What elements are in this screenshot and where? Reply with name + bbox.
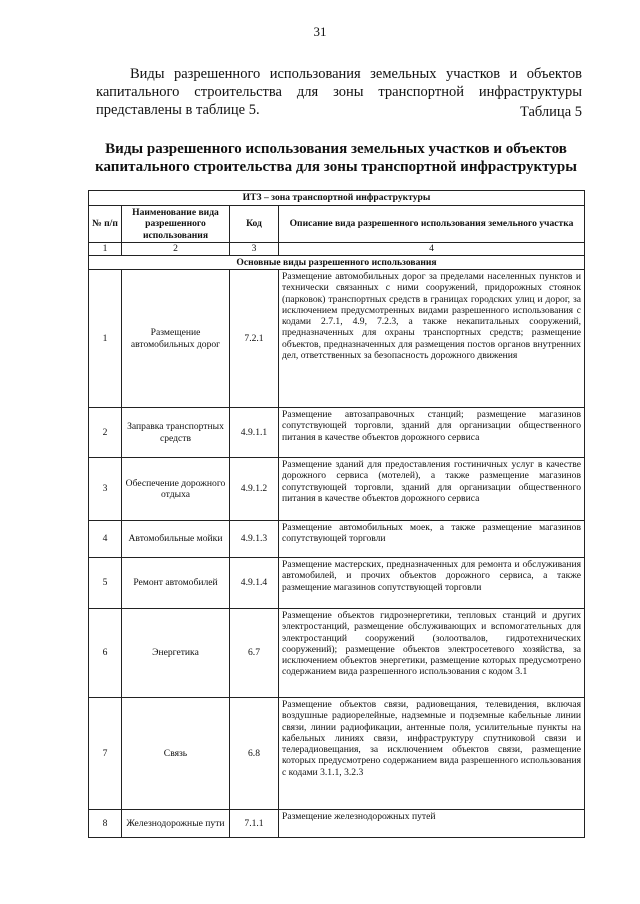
heading-line-2: капитального строительства для зоны транспортной инфраструктуры — [95, 159, 577, 175]
table-row — [89, 270, 585, 408]
table-row — [89, 458, 585, 521]
row-name: Размещение автомобильных дорог — [122, 270, 230, 408]
row-code: 7.1.1 — [230, 810, 279, 838]
section-title: Основные виды разрешенного использования — [89, 256, 585, 270]
row-num: 7 — [89, 698, 122, 810]
row-name: Автомобильные мойки — [122, 521, 230, 558]
col-number: 2 — [122, 243, 230, 256]
header-num: № п/п — [89, 206, 122, 243]
row-code: 6.8 — [230, 698, 279, 810]
row-num: 4 — [89, 521, 122, 558]
row-num: 2 — [89, 408, 122, 458]
row-num: 6 — [89, 609, 122, 698]
table-row — [89, 698, 585, 810]
zone-title: ИТЗ – зона транспортной инфраструктуры — [89, 191, 585, 206]
table-row — [89, 408, 585, 458]
row-desc: Размещение объектов связи, радиовещания, телевидения, включая воздушные радиорелейные, надземные и подземные кабельные линии связи, линии радиофикации, антенные поля, усилительные пункты на кабельных линиях связи, инфраструктуру спутниковой связи и телерадиовещания, за исключением объектов связи, размещение которых предусмотрено содержанием вида разрешенного использования с кодами 3.1.1, 3.2.3 — [279, 698, 585, 810]
document-heading — [86, 140, 586, 176]
row-code: 6.7 — [230, 609, 279, 698]
row-code: 4.9.1.1 — [230, 408, 279, 458]
header-name: Наименование вида разрешенного использования — [122, 206, 230, 243]
row-desc: Размещение железнодорожных путей — [279, 810, 585, 838]
row-code: 4.9.1.3 — [230, 521, 279, 558]
table-row — [89, 609, 585, 698]
row-code: 7.2.1 — [230, 270, 279, 408]
page-number: 31 — [313, 24, 327, 39]
row-desc: Размещение автомобильных дорог за пределами населенных пунктов и технически связанных с ними сооружений, придорожных стоянок (парковок) транспортных средств в границах городских улиц и дорог, за исключением предусмотренных видами разрешенного использования с кодами 2.7.1, 4.9, 7.2.3, а также некапитальных сооружений, предназначенных для охраны транспортных средств; размещение объектов, предназначенных для размещения постов органов внутренних дел, ответственных за безопасность дорожного движения — [279, 270, 585, 408]
row-num: 1 — [89, 270, 122, 408]
table-caption: Таблица 5 — [519, 104, 582, 120]
row-name: Ремонт автомобилей — [122, 558, 230, 609]
table-row — [89, 521, 585, 558]
row-code: 4.9.1.4 — [230, 558, 279, 609]
row-code: 4.9.1.2 — [230, 458, 279, 521]
col-number: 4 — [279, 243, 585, 256]
land-use-table — [88, 190, 585, 838]
row-name: Энергетика — [122, 609, 230, 698]
row-name: Заправка транспортных средств — [122, 408, 230, 458]
row-num: 3 — [89, 458, 122, 521]
table-row — [89, 810, 585, 838]
row-name: Связь — [122, 698, 230, 810]
row-desc: Размещение объектов гидроэнергетики, тепловых станций и других электростанций, размещение обслуживающих и вспомогательных для электростанций сооружений (золоотвалов, гидротехнических сооружений); размещение объектов электросетевого хозяйства, за исключением объектов энергетики, размещение которых предусмотрено содержанием вида разрешенного использования с кодом 3.1 — [279, 609, 585, 698]
row-num: 8 — [89, 810, 122, 838]
heading-line-1: Виды разрешенного использования земельных участков и объектов — [105, 141, 567, 157]
row-desc: Размещение мастерских, предназначенных для ремонта и обслуживания автомобилей, и прочих объектов дорожного сервиса, а также размещение магазинов сопутствующей торговли — [279, 558, 585, 609]
intro-paragraph: Виды разрешенного использования земельных участков и объектов капитального строительства для зоны транспортной инфраструктуры представлены в таблице 5. — [96, 65, 582, 118]
row-desc: Размещение автомобильных моек, а также размещение магазинов сопутствующей торговли — [279, 521, 585, 558]
row-num: 5 — [89, 558, 122, 609]
header-desc: Описание вида разрешенного использования земельного участка — [279, 206, 585, 243]
row-name: Железнодорожные пути — [122, 810, 230, 838]
col-number: 1 — [89, 243, 122, 256]
row-desc: Размещение зданий для предоставления гостиничных услуг в качестве дорожного сервиса (мотелей), а также размещение магазинов сопутствующей торговли, зданий для организации общественного питания в качестве объектов дорожного сервиса — [279, 458, 585, 521]
header-code: Код — [230, 206, 279, 243]
table-row — [89, 558, 585, 609]
col-number: 3 — [230, 243, 279, 256]
row-name: Обеспечение дорожного отдыха — [122, 458, 230, 521]
row-desc: Размещение автозаправочных станций; размещение магазинов сопутствующей торговли, зданий для организации общественного питания в качестве объектов дорожного сервиса — [279, 408, 585, 458]
